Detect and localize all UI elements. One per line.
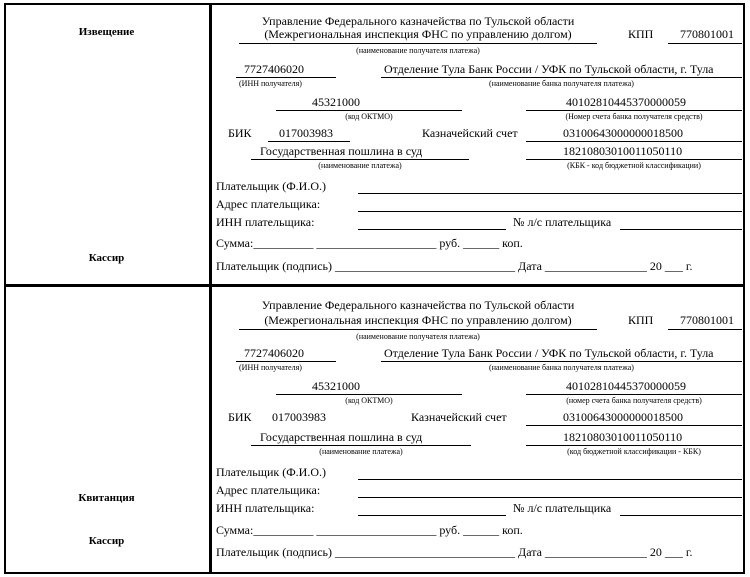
treasury-account-underline <box>526 425 742 426</box>
recipient-name-line1: Управление Федерального казначейства по Тульской области <box>261 14 575 28</box>
bank-account-caption: (номер счета банка получателя средств) <box>566 396 702 405</box>
treasury-account-label: Казначейский счет <box>411 410 507 424</box>
recipient-name-line2: (Межрегиональная инспекция ФНС по управлению долгом) <box>264 313 572 327</box>
notice-section <box>4 3 745 286</box>
payment-name-caption: (наименование платежа) <box>319 447 403 456</box>
bank-account-value: 40102810445370000059 <box>566 379 686 393</box>
kbk-caption: (код бюджетной классификации - КБК) <box>567 447 701 456</box>
inn-value: 7727406020 <box>244 62 304 76</box>
bank-account-value: 40102810445370000059 <box>566 95 686 109</box>
cashier-label: Кассир <box>88 535 125 547</box>
kpp-value: 770801001 <box>680 313 734 327</box>
bank-account-underline <box>526 394 742 395</box>
inn-value: 7727406020 <box>244 346 304 360</box>
payer-address-field[interactable] <box>358 497 742 498</box>
sum-line[interactable]: Сумма:__________ ____________________ руб. ______ коп. <box>216 523 523 537</box>
payer-inn-field[interactable] <box>358 515 506 516</box>
bank-name: Отделение Тула Банк России / УФК по Тульской области, г. Тула <box>384 346 714 360</box>
payer-address-label: Адрес плательщика: <box>216 483 321 497</box>
bank-name: Отделение Тула Банк России / УФК по Тульской области, г. Тула <box>384 62 714 76</box>
kbk-value: 18210803010011050110 <box>563 144 683 158</box>
kpp-label: КПП <box>628 27 654 41</box>
inn-caption: (ИНН получателя) <box>239 363 302 372</box>
section-divider <box>209 287 212 572</box>
signature-date-line[interactable]: Плательщик (подпись) ______________________________ Дата _________________ 20 ___ г. <box>216 259 693 273</box>
receipt-section <box>4 285 745 574</box>
notice-label: Извещение <box>78 26 135 38</box>
payment-name: Государственная пошлина в суд <box>260 430 423 444</box>
kbk-underline <box>526 445 742 446</box>
payer-account-field[interactable] <box>620 515 742 516</box>
kpp-label: КПП <box>628 313 654 327</box>
bank-caption: (наименование банка получателя платежа) <box>489 363 634 372</box>
inn-underline <box>236 361 336 362</box>
payer-name-label: Плательщик (Ф.И.О.) <box>216 465 326 479</box>
treasury-account-underline <box>526 141 742 142</box>
payer-address-label: Адрес плательщика: <box>216 197 321 211</box>
payer-name-label: Плательщик (Ф.И.О.) <box>216 179 326 193</box>
payer-inn-field[interactable] <box>358 229 506 230</box>
treasury-account-value: 03100643000000018500 <box>563 410 683 424</box>
bik-label: БИК <box>228 126 252 140</box>
bank-account-underline <box>526 110 742 111</box>
payer-account-label: № л/с плательщика <box>513 215 612 229</box>
recipient-caption: (наименование получателя платежа) <box>356 46 480 55</box>
kbk-caption: (КБК - код бюджетной классификации) <box>567 161 701 170</box>
oktmo-underline <box>276 110 462 111</box>
cashier-label: Кассир <box>88 252 125 264</box>
receipt-label: Квитанция <box>78 492 135 504</box>
payment-name-underline <box>251 445 471 446</box>
bank-account-caption: (Номер счета банка получателя средств) <box>565 112 703 121</box>
recipient-name-line1: Управление Федерального казначейства по Тульской области <box>261 298 575 312</box>
sum-line[interactable]: Сумма:__________ ____________________ руб. ______ коп. <box>216 236 523 250</box>
kpp-value: 770801001 <box>680 27 734 41</box>
payer-inn-label: ИНН плательщика: <box>216 501 315 515</box>
recipient-underline <box>239 329 597 330</box>
bik-value: 017003983 <box>279 126 333 140</box>
recipient-underline <box>239 43 597 44</box>
bik-underline <box>268 141 350 142</box>
oktmo-value: 45321000 <box>312 379 360 393</box>
payment-name-underline <box>251 159 469 160</box>
bank-caption: (наименование банка получателя платежа) <box>489 79 634 88</box>
oktmo-value: 45321000 <box>312 95 360 109</box>
payment-name-caption: (наименование платежа) <box>318 161 402 170</box>
inn-underline <box>236 77 336 78</box>
payer-account-label: № л/с плательщика <box>513 501 612 515</box>
signature-date-line[interactable]: Плательщик (подпись) ______________________________ Дата _________________ 20 ___ г. <box>216 545 693 559</box>
oktmo-underline <box>276 394 462 395</box>
kpp-underline <box>668 43 742 44</box>
bank-underline <box>381 361 742 362</box>
kbk-underline <box>526 159 742 160</box>
payer-address-field[interactable] <box>358 211 742 212</box>
inn-caption: (ИНН получателя) <box>239 79 302 88</box>
bik-value: 017003983 <box>272 410 326 424</box>
payer-account-field[interactable] <box>620 229 742 230</box>
kpp-underline <box>668 329 742 330</box>
payer-name-field[interactable] <box>358 193 742 194</box>
bik-label: БИК <box>228 410 252 424</box>
oktmo-caption: (код ОКТМО) <box>345 396 393 405</box>
recipient-name-line2: (Межрегиональная инспекция ФНС по управлению долгом) <box>264 27 572 41</box>
payment-name: Государственная пошлина в суд <box>260 144 423 158</box>
oktmo-caption: (код ОКТМО) <box>345 112 393 121</box>
bank-underline <box>381 77 742 78</box>
payer-inn-label: ИНН плательщика: <box>216 215 315 229</box>
kbk-value: 18210803010011050110 <box>563 430 683 444</box>
payer-name-field[interactable] <box>358 479 742 480</box>
treasury-account-label: Казначейский счет <box>422 126 518 140</box>
recipient-caption: (наименование получателя платежа) <box>356 332 480 341</box>
treasury-account-value: 03100643000000018500 <box>563 126 683 140</box>
